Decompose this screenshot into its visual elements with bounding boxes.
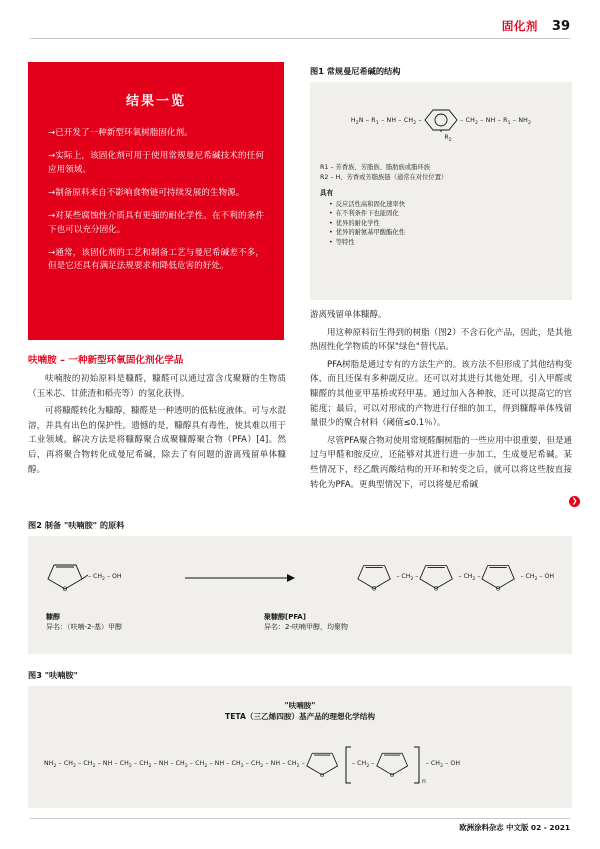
figure1-note: R1 – 芳香族、芳脂族、脂肪族或脂环族 [320,164,430,172]
svg-text:n: n [421,777,426,785]
figure3-caption: 图3 "呋喃胺" [28,670,78,680]
header-divider [30,38,570,39]
footer-text: 欧洲涂料杂志 中文版 02 - 2021 [459,823,570,832]
right-column-body [310,308,572,495]
body-paragraph: 游离残留单体糠醇。 [310,310,387,320]
svg-text:O: O [434,586,439,593]
furan-ring-icon [46,561,88,595]
page-number: 39 [551,19,570,34]
svg-text:O: O [496,586,501,593]
furan-ring-icon [305,749,343,781]
summary-item: →已开发了一种新型环氧树脂固化剂。 [48,128,193,138]
svg-text:O: O [319,772,325,779]
figure3-chain-text: $NH_2 - CH_2 - CH_2$ – NH – $CH_2 - CH_2$ – NH – $CH_2 - CH_2$ – NH – $CH_2 - CH_2$ – NH – $CH_2$ – [44,760,305,770]
figure2-labels [46,612,554,632]
figure2-left-alias: 异名：（呋喃-2-基）甲醇 [46,623,123,632]
section-heading: 呋喃胺 – 一种新型环氧固化剂化学品 [28,355,184,366]
figure2-right-label [264,612,554,632]
figure2-left-label [46,612,264,632]
figure2-right-structure [356,561,554,595]
figure1-panel [310,82,572,300]
continue-arrow-icon: ❯ [569,496,580,507]
body-paragraph: 可将糠醛转化为糠醇，糠醛是一种透明的低粘度液体。可与水混溶，并具有出色的保护性。遗憾的是，糠醇具有毒性，使其难以用于工业领域。解决方法是将糠醇聚合成聚糠醇聚合物（PFA）[4]。然后，再将聚合物转化成曼尼希碱，除去了有问题的游离残留单体糠醇。 [28,406,286,475]
figure1-formula-left: $H_2N - R_1$ – NH – $CH_2$ – [350,117,422,127]
furan-ring-icon [375,749,413,781]
figure1-property: • 在不利条件下也能固化 [329,209,562,218]
body-paragraph: 尽管PFA聚合物对使用常规醛酮树脂的一些应用中很重要，但是通过与甲醛和胺反应，还能够对其进行进一步加工，生成曼尼希碱。某些情况下，经乙酰丙酸结构的开环和转变之后，就可以将这些胺直接转化为PFA。更典型情况下，可以将曼尼希碱 [310,435,572,490]
footer-divider [30,818,570,819]
figure1-property: • 优异的耐氨基甲酸酯化性 [329,228,562,237]
figure2-right-formula: – $CH_2$ – OH [520,573,554,583]
svg-text:O: O [372,586,377,593]
furan-ring-icon [356,561,396,595]
furan-ring-icon [480,561,520,595]
figure1-caption: 图1 常规曼尼希碱的结构 [310,66,401,76]
summary-box-title: 结果一览 [125,94,186,109]
figure1-properties-title: 具有 [320,189,334,198]
figure3-title-line2: TETA（三乙烯四胺）基产品的理想化学结构 [225,712,375,722]
left-column-body [28,372,286,480]
svg-text:O: O [62,586,68,593]
figure3-structure [44,745,556,785]
figure1-structure [320,108,562,132]
summary-item: →实际上，该固化剂可用于使用常规曼尼希碱技术的任何应用领域。 [48,150,264,175]
figure2-right-alias: 异名：2-呋喃甲醇，均聚物 [264,623,348,632]
figure2-left-structure [46,561,122,595]
figure1-property: • 优异的耐化学性 [329,219,562,228]
figure2-linker: – $CH_2$ – [458,573,481,583]
figure2-left-name: 糠醇 [46,613,60,621]
figure1-notes [320,163,562,247]
summary-box [28,62,284,340]
figure3-bracket-linker: – $CH_2$ – [351,760,375,770]
figure3-panel [28,686,572,808]
header-section-title: 固化剂 [501,19,538,33]
figure1-properties-list [320,200,562,247]
figure1-formula-right: – $CH_2$ – NH – $R_1 - NH_2$ [460,117,532,127]
figure2-linker: – $CH_2$ – [396,573,419,583]
figure3-title [44,700,556,723]
figure2-caption: 图2 制备 "呋喃胺" 的原料 [28,520,125,530]
figure2-right-name: 聚糠醇[PFA] [264,613,306,621]
reaction-arrow-icon [183,571,295,585]
figure2-left-formula: – $CH_2$ – OH [88,573,122,583]
summary-item: →对某些腐蚀性介质具有更强的耐化学性。在不利的条件下也可以充分固化。 [48,210,264,235]
furan-ring-icon [418,561,458,595]
page-header [502,18,570,34]
figure3-tail-text: – $CH_2$ – OH [425,760,461,770]
body-paragraph: 用这种原料衍生得到的树脂（图2）不含石化产品，因此，是其他热固性化学物质的环保"绿色"替代品。 [310,327,572,353]
figure1-note: R2 – H、芳香或芳脂族链（通常在对位位置） [320,173,448,181]
figure1-property: • 等特性 [329,238,562,247]
summary-item: →制备原料来自不影响食物链可持续发展的生物源。 [48,187,245,198]
benzene-ring-icon [424,108,458,132]
figure1-ring-label: $R_2$ [444,134,452,144]
figure2-panel [28,536,572,654]
body-paragraph: 呋喃胺的初始原料是糠醛，糠醛可以通过富含戊聚糖的生物质（玉米芯、甘蔗渣和稻壳等）的氢化获得。 [28,374,286,399]
figure3-title-line1: "呋喃胺" [284,701,316,710]
figure1-property: • 反应活性高和固化速率快 [329,200,562,209]
summary-item: →通常，该固化剂的工艺和制备工艺与曼尼希碱差不多，但是它还具有满足法规要求和降低危害的好处。 [48,247,264,272]
figure2-structures [46,550,554,606]
body-paragraph: PFA树脂是通过专有的方法生产的。该方法不但形成了其他结构变体，而且还保有多种副反应。还可以对其进行其他处理，引入甲醛或糠醛的其他亚甲基桥或羟甲基。通过加入各种胺，还可以提高它的官能度；最后，可以对形成的产物进行仔细的加工，得到糠醇单体残留量很少的聚合材料（阈值≤0.1％）。 [310,359,572,429]
svg-text:O: O [389,772,394,779]
bracket-close-icon [413,745,426,785]
bracket-open-icon [343,745,352,785]
